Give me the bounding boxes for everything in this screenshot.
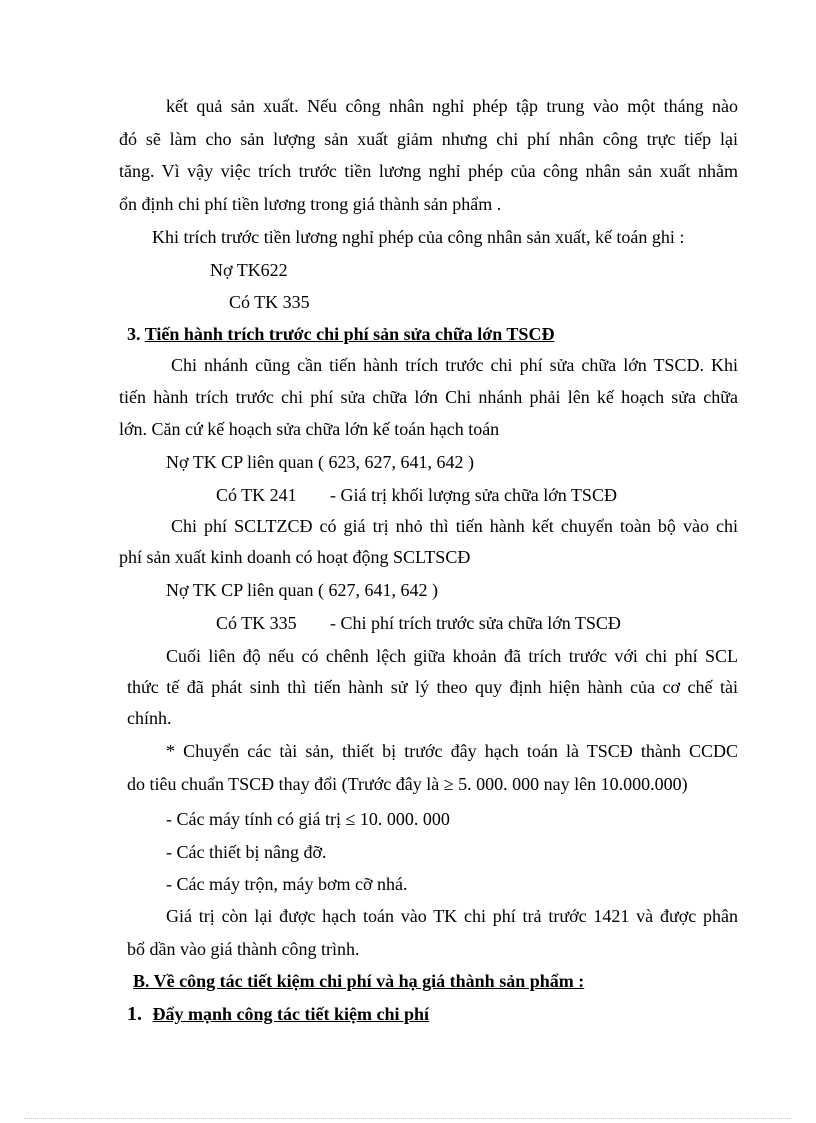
paragraph-3-line-3: lớn. Căn cứ kế hoạch sửa chữa lớn kế toán hạch toán bbox=[119, 419, 500, 439]
paragraph-6-line-2: do tiêu chuẩn TSCĐ thay đổi (Trước đây là ≥ 5. 000. 000 nay lên 10.000.000) bbox=[127, 774, 688, 794]
entry-1-credit: Có TK 335 bbox=[229, 292, 310, 312]
paragraph-5-line-3: chính. bbox=[127, 708, 172, 728]
entry-2-debit: Nợ TK CP liên quan ( 623, 627, 641, 642 ) bbox=[166, 452, 475, 472]
subsection-1-heading bbox=[127, 1003, 429, 1025]
paragraph-4-line-1: Chi phí SCLTZCĐ có giá trị nhỏ thì tiến hành kết chuyển toàn bộ vào chi bbox=[171, 516, 738, 536]
paragraph-7-line-2: bổ dần vào giá thành công trình. bbox=[127, 939, 360, 959]
entry-3-debit: Nợ TK CP liên quan ( 627, 641, 642 ) bbox=[166, 580, 439, 600]
entry-3-credit-note: - Chi phí trích trước sửa chữa lớn TSCĐ bbox=[330, 613, 621, 633]
section-3-title: Tiến hành trích trước chi phí sản sửa chữa lớn TSCĐ bbox=[144, 324, 555, 344]
paragraph-2: Khi trích trước tiền lương nghỉ phép của công nhân sản xuất, kế toán ghi : bbox=[152, 227, 685, 247]
entry-3-credit: Có TK 335 bbox=[216, 613, 297, 633]
entry-1-debit: Nợ TK622 bbox=[210, 260, 288, 280]
list-item: - Các thiết bị nâng đỡ. bbox=[166, 842, 327, 862]
paragraph-7-line-1: Giá trị còn lại được hạch toán vào TK chi phí trả trước 1421 và được phân bbox=[166, 906, 738, 926]
paragraph-4-line-2: phí sản xuất kinh doanh có hoạt động SCLTSCĐ bbox=[119, 547, 471, 567]
paragraph-1-line-4: ổn định chi phí tiền lương trong giá thành sản phẩm . bbox=[119, 194, 502, 214]
entry-2-credit-note: - Giá trị khối lượng sửa chữa lớn TSCĐ bbox=[330, 485, 617, 505]
list-item: - Các máy trộn, máy bơm cỡ nhá. bbox=[166, 874, 408, 894]
paragraph-1-line-2: đó sẽ làm cho sản lượng sản xuất giảm nhưng chi phí nhân công trực tiếp lại bbox=[119, 129, 738, 149]
paragraph-5-line-1: Cuối liên độ nếu có chênh lệch giữa khoản đã trích trước với chi phí SCL bbox=[166, 646, 738, 666]
paragraph-3-line-2: tiến hành trích trước chi phí sửa chữa lớn Chi nhánh phải lên kế hoạch sửa chữa bbox=[119, 387, 738, 407]
subsection-1-title: Đẩy mạnh công tác tiết kiệm chi phí bbox=[152, 1004, 429, 1024]
page-footer-divider bbox=[24, 1118, 792, 1119]
paragraph-1-line-1: kết quả sản xuất. Nếu công nhân nghỉ phép tập trung vào một tháng nào bbox=[166, 96, 738, 116]
paragraph-6-line-1: * Chuyển các tài sản, thiết bị trước đây hạch toán là TSCĐ thành CCDC bbox=[166, 741, 738, 761]
paragraph-5-line-2: thức tế đã phát sinh thì tiến hành sử lý theo quy định hiện hành của cơ chế tài bbox=[127, 677, 738, 697]
subsection-1-number: 1. bbox=[127, 1003, 142, 1025]
section-3-heading bbox=[127, 323, 554, 345]
paragraph-1-line-3: tăng. Vì vậy việc trích trước tiền lương nghỉ phép của công nhân sản xuất nhằm bbox=[119, 161, 738, 181]
paragraph-3-line-1: Chi nhánh cũng cần tiến hành trích trước chi phí sửa chữa lớn TSCD. Khi bbox=[171, 355, 738, 375]
section-b-heading: B. Về công tác tiết kiệm chi phí và hạ giá thành sản phẩm : bbox=[133, 971, 585, 991]
section-3-number: 3. bbox=[127, 324, 141, 344]
list-item: - Các máy tính có giá trị ≤ 10. 000. 000 bbox=[166, 809, 450, 829]
entry-2-credit: Có TK 241 bbox=[216, 485, 297, 505]
